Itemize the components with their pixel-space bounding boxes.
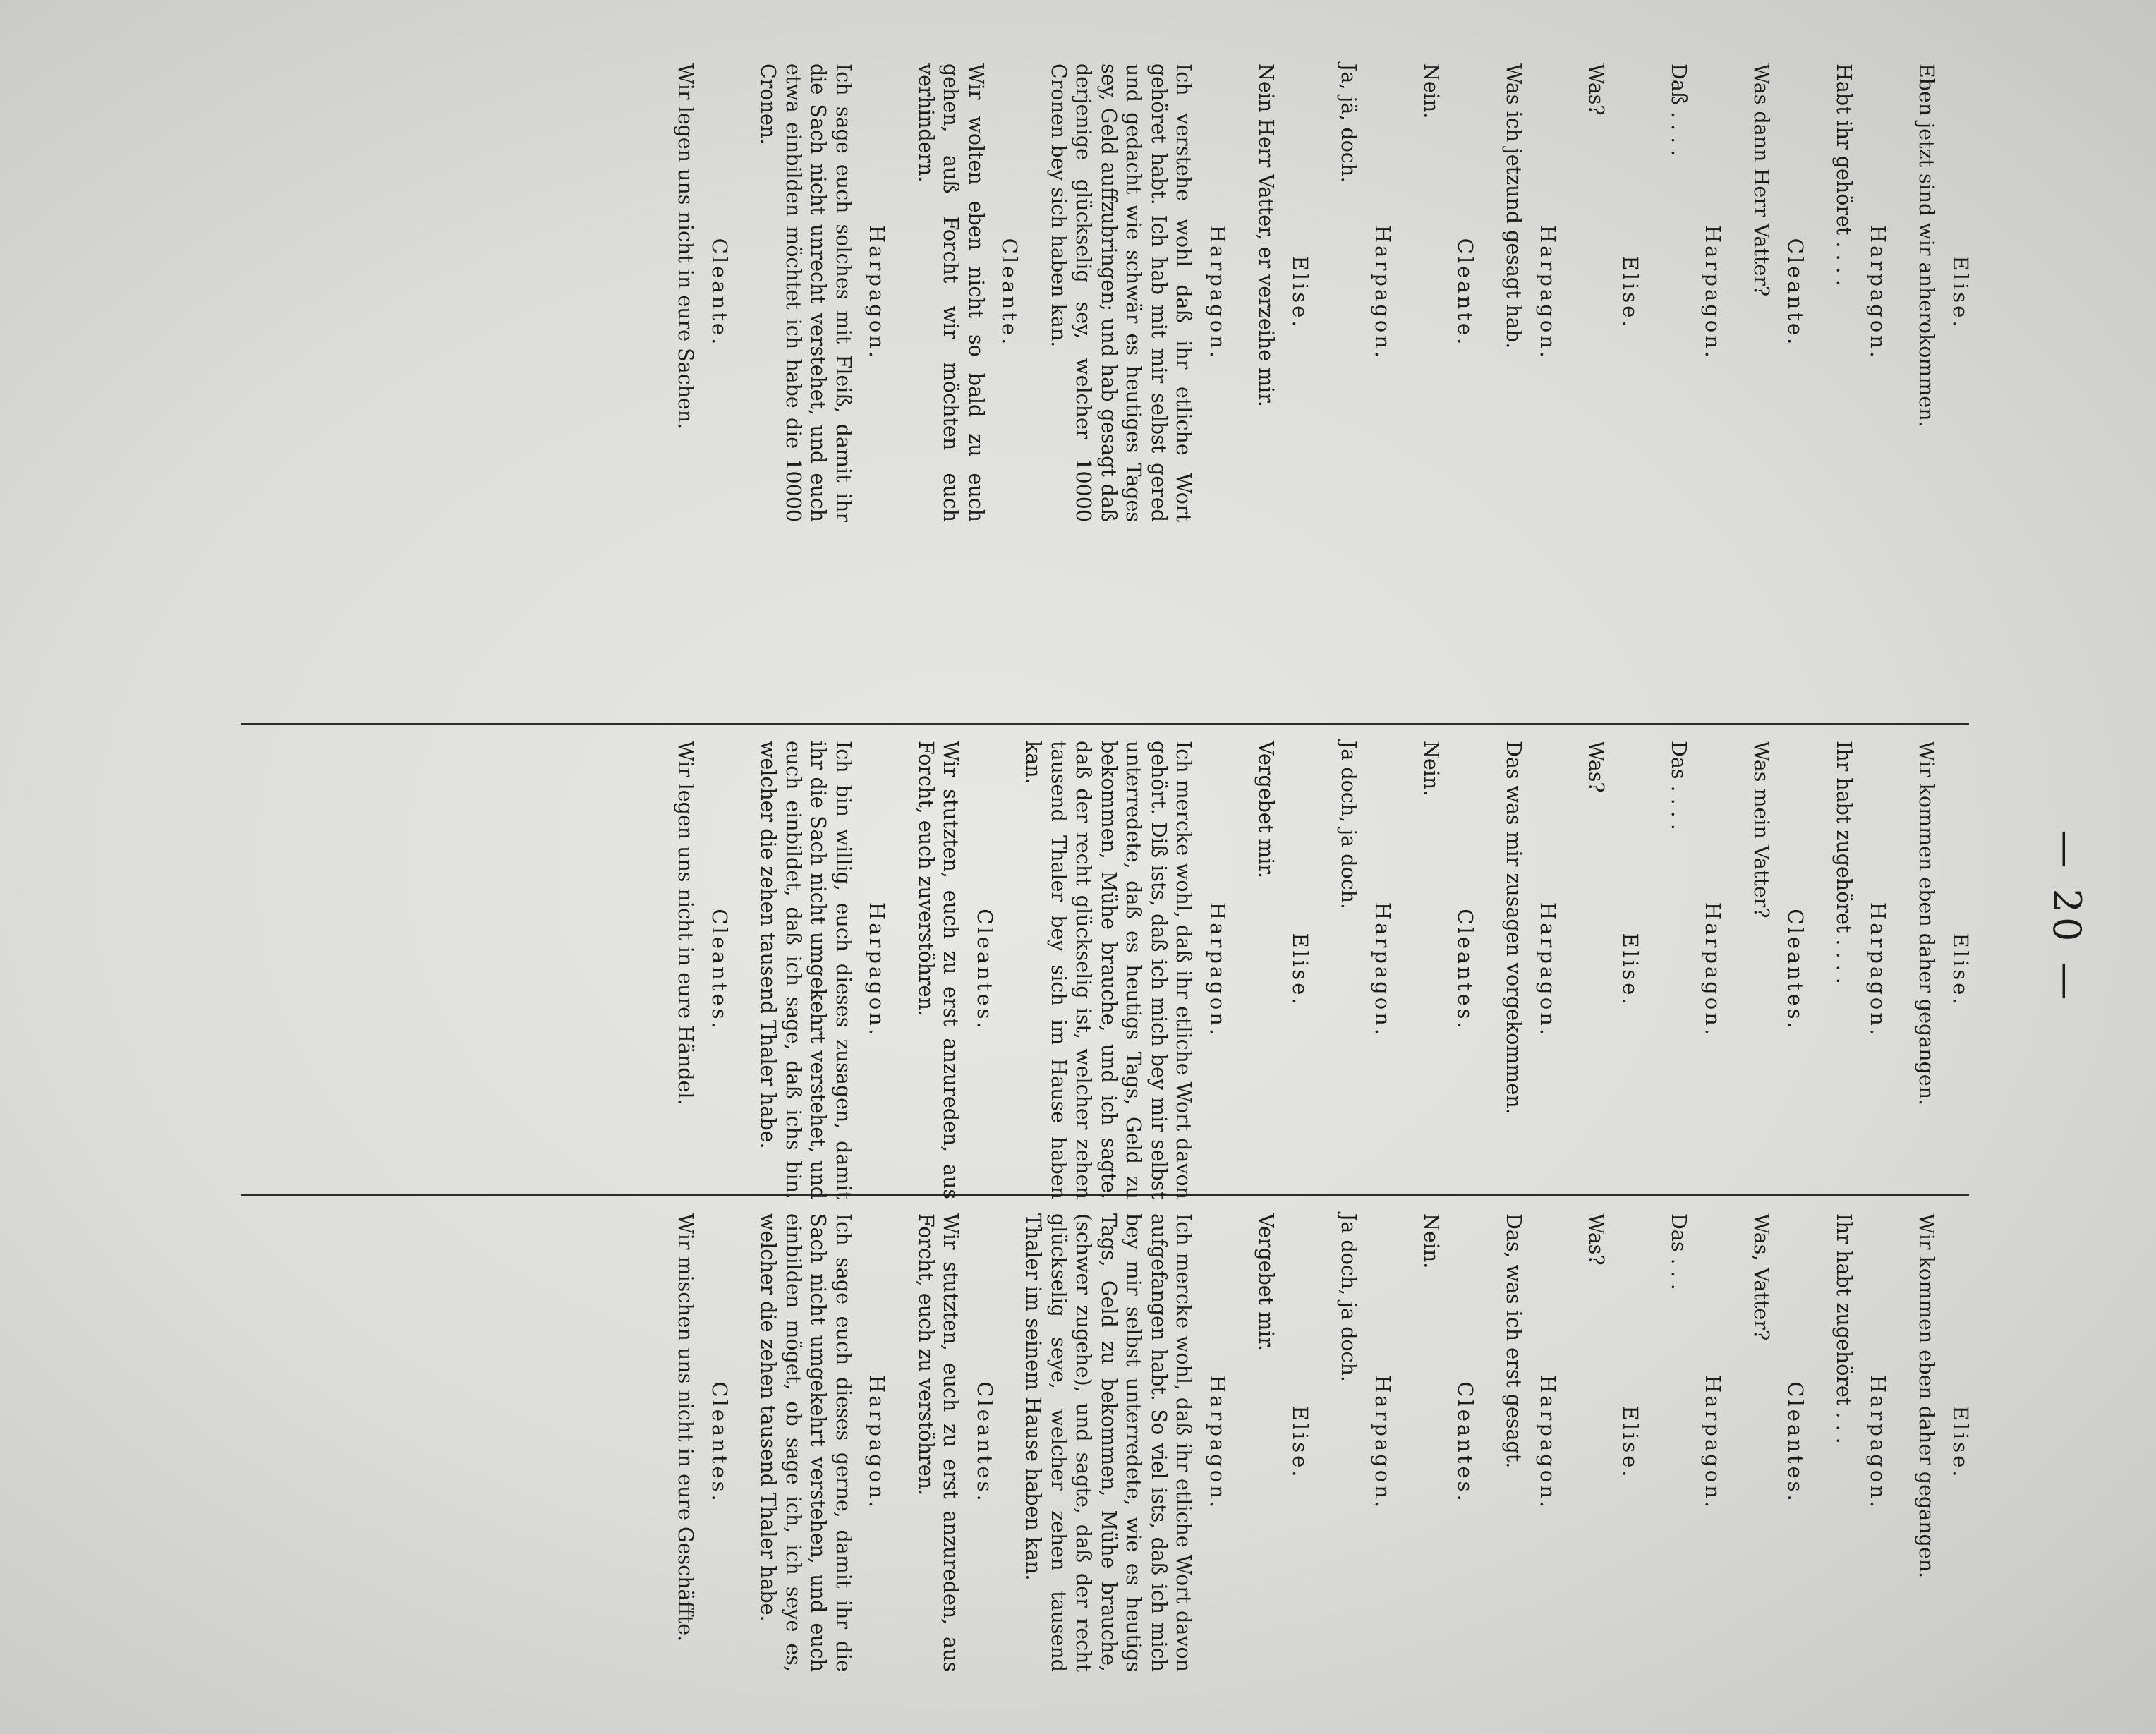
- dialogue-text: Wir wolten eben nicht so bald zu euch gehen, auß Forcht wir möchten euch verhindern.: [914, 63, 988, 522]
- speaker-name: Cleantes.: [708, 1381, 732, 1504]
- speaker-name: Cleante.: [998, 238, 1022, 348]
- speaker-name: Cleantes.: [1783, 1381, 1807, 1504]
- speaker-name: Harpagon.: [865, 224, 890, 361]
- speaker-name: Harpagon.: [1866, 1374, 1890, 1511]
- speaker-name: Cleantes.: [708, 909, 732, 1031]
- speaker-name: Harpagon.: [1206, 224, 1230, 361]
- speaker-name: Elise.: [1288, 255, 1312, 330]
- dialogue-text: Eben jetzt sind wir anherokommen.: [1915, 63, 1939, 428]
- dialogue-text: Nein.: [1419, 1213, 1443, 1269]
- speaker-name: Harpagon.: [1701, 1374, 1725, 1511]
- dialogue-text: Ihr habt zugehöret . . .: [1832, 1213, 1856, 1444]
- speaker-name: Harpagon.: [1866, 902, 1890, 1038]
- dialogue-text: Was?: [1585, 1213, 1609, 1266]
- dialogue-text: Ich verstehe wohl daß ihr etliche Wort gehöret habt. Ich hab mit mir selbst gered und gedacht wie schwär es heutiges Tages sey, Geld auffzubringen; und hab gesagt daß derjenige glückselig sey, welcher 10000 Cronen bey sich haben kan.: [1047, 63, 1196, 522]
- dialogue-text: Wir kommen eben daher gegangen.: [1915, 1213, 1939, 1579]
- dialogue-text: Das . . .: [1667, 1213, 1691, 1290]
- dialogue-text: Was?: [1585, 741, 1609, 793]
- dialogue-text: Ja doch, ja doch.: [1337, 741, 1361, 909]
- speaker-name: Elise.: [1288, 1405, 1312, 1480]
- dialogue-text: Nein.: [1419, 63, 1443, 119]
- dialogue-text: Was?: [1585, 63, 1609, 116]
- speaker-name: Cleante.: [1783, 238, 1807, 348]
- speaker-name: Elise.: [1949, 1405, 1973, 1480]
- dialogue-text: Was dann Herr Vatter?: [1750, 63, 1774, 297]
- dialogue-text: Wir legen uns nicht in eure Händel.: [674, 741, 698, 1105]
- dialogue-text: Nein.: [1419, 741, 1443, 796]
- dialogue-text: Ja doch, ja doch.: [1337, 1213, 1361, 1382]
- speaker-name: Cleantes.: [973, 909, 997, 1031]
- dialogue-text: Wir mischen uns nicht in eure Geschäffte.: [674, 1213, 698, 1642]
- speaker-name: Harpagon.: [1701, 902, 1725, 1038]
- dialogue-text: Vergebet mir.: [1254, 1213, 1278, 1351]
- speaker-name: Elise.: [1949, 933, 1973, 1007]
- dialogue-text: Das, was ich erst gesagt.: [1502, 1213, 1526, 1469]
- dialogue-text: Ich sage euch solches mit Fleiß, damit ihr die Sach nicht unrecht verstehet, und euch etwa einbilden möchtet ich habe die 10000 Cronen.: [756, 63, 855, 522]
- speaker-name: Harpagon.: [1536, 224, 1560, 361]
- speaker-name: Harpagon.: [1206, 1374, 1230, 1511]
- speaker-name: Elise.: [1618, 1405, 1642, 1480]
- text-column-left: [166, 63, 1973, 522]
- dialogue-text: Was mein Vatter?: [1750, 741, 1774, 918]
- dialogue-text: Ja, jä, doch.: [1337, 63, 1361, 183]
- speaker-name: Harpagon.: [1536, 902, 1560, 1038]
- dialogue-text: Das . . . .: [1667, 741, 1691, 830]
- speaker-name: Harpagon.: [1866, 224, 1890, 361]
- speaker-name: Cleante.: [1453, 238, 1477, 348]
- dialogue-text: Ihr habt zugehöret . . . .: [1832, 741, 1856, 984]
- text-column-right: [166, 1213, 1973, 1672]
- speaker-name: Harpagon.: [865, 1374, 890, 1511]
- page-number: — 20 —: [2045, 830, 2089, 1005]
- speaker-name: Elise.: [1288, 933, 1312, 1007]
- speaker-name: Harpagon.: [1371, 902, 1395, 1038]
- speaker-name: Harpagon.: [1701, 224, 1725, 361]
- dialogue-text: Was, Vatter?: [1750, 1213, 1774, 1341]
- dialogue-text: Wir legen uns nicht in eure Sachen.: [674, 63, 698, 430]
- dialogue-text: Ich bin willig, euch dieses zusagen, damit ihr die Sach nicht umgekehrt verstehet, und euch einbildet, daß ich sage, daß ichs bin, welcher die zehen tausend Thaler habe.: [756, 741, 855, 1199]
- speaker-name: Harpagon.: [1371, 1374, 1395, 1511]
- speaker-name: Harpagon.: [1206, 902, 1230, 1038]
- dialogue-text: Habt ihr gehöret . . . .: [1832, 63, 1856, 286]
- speaker-name: Cleante.: [708, 238, 732, 348]
- column-divider-rule: [241, 723, 1969, 725]
- dialogue-text: Ich mercke wohl, daß ihr etliche Wort davon aufgefangen habt. So viel ists, daß ich mich bey mir selbst unterredete, wie es heutigs Tags, Geld zu bekommen, Mühe brauche, (schwer zugehe), und sagte, daß der recht glückselig seye, welcher zehen tausend Thaler im seinem Hause haben kan.: [1022, 1213, 1196, 1672]
- dialogue-text: Was ich jetzund gesagt hab.: [1502, 63, 1526, 349]
- dialogue-text: Vergebet mir.: [1254, 741, 1278, 878]
- text-column-middle: [166, 741, 1973, 1199]
- speaker-name: Elise.: [1949, 255, 1973, 330]
- dialogue-text: Nein Herr Vatter, er verzeihe mir.: [1254, 63, 1278, 407]
- speaker-name: Harpagon.: [1371, 224, 1395, 361]
- dialogue-text: Wir stutzten, euch zu erst anzureden, aus Forcht, euch zu verstöhren.: [914, 1213, 963, 1672]
- speaker-name: Cleantes.: [1783, 909, 1807, 1031]
- speaker-name: Cleantes.: [1453, 1381, 1477, 1504]
- dialogue-text: Daß . . . .: [1667, 63, 1691, 157]
- dialogue-text: Wir kommen eben daher gegangen.: [1915, 741, 1939, 1106]
- speaker-name: Harpagon.: [1536, 1374, 1560, 1511]
- speaker-name: Elise.: [1618, 255, 1642, 330]
- speaker-name: Harpagon.: [865, 902, 890, 1038]
- speaker-name: Cleantes.: [973, 1381, 997, 1504]
- dialogue-text: Ich sage euch dieses gerne, damit ihr die Sach nicht umgekehrt verstehen, und euch einbilden möget, ob sage ich, ich seye es, welcher die zehen tausend Thaler habe.: [756, 1213, 855, 1672]
- dialogue-text: Ich mercke wohl, daß ihr etliche Wort davon gehört. Diß ists, daß ich mich bey mir selbst unterredete, daß es heutigs Tags, Geld zu bekommen, Mühe brauche, und ich sagte, daß der recht glückselig ist, welcher zehen tausend Thaler bey sich im Hause haben kan.: [1022, 741, 1196, 1199]
- dialogue-text: Das was mir zusagen vorgekommen.: [1502, 741, 1526, 1115]
- dialogue-text: Wir stutzten, euch zu erst anzureden, aus Forcht, euch zuverstöhren.: [914, 741, 963, 1199]
- speaker-name: Elise.: [1618, 933, 1642, 1007]
- speaker-name: Cleantes.: [1453, 909, 1477, 1031]
